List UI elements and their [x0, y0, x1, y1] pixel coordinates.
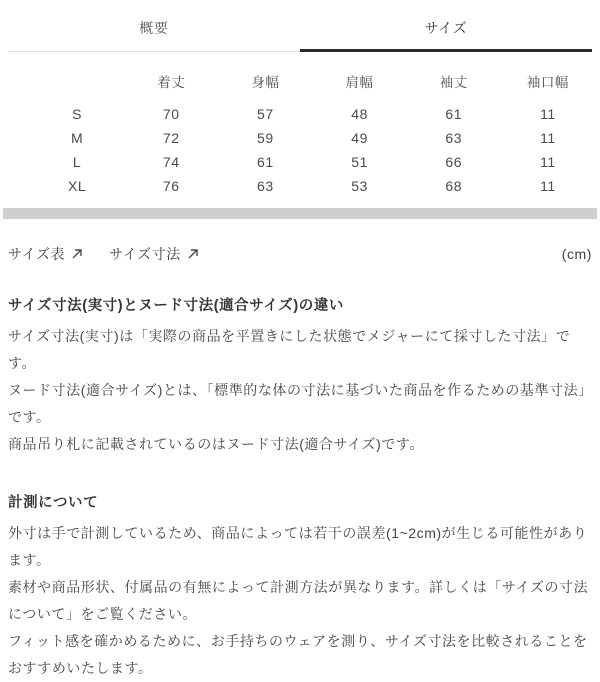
column-header-body-width: 身幅 — [251, 75, 280, 90]
info-sections — [8, 294, 592, 682]
cell-value: 53 — [351, 178, 368, 194]
cell-value: 66 — [445, 154, 463, 170]
cell-value: 63 — [257, 178, 274, 194]
section-paragraph: サイズ寸法(実寸)は「実際の商品を平置きにした状態でメジャーにて採寸した寸法」です。 — [8, 328, 571, 371]
cell-value: 72 — [162, 130, 180, 146]
cell-value: 68 — [445, 178, 463, 194]
row-size-label: M — [70, 130, 84, 146]
cell-value: 48 — [351, 106, 368, 122]
size-table — [30, 74, 595, 198]
section-measurement — [8, 491, 592, 682]
size-table-corner-cell — [30, 74, 124, 92]
cell-value: 57 — [257, 106, 274, 122]
tab-bar — [8, 0, 592, 52]
section-paragraph: フィット感を確かめるために、お手持ちのウェアを測り、サイズ寸法を比較されることをおすすめいたします。 — [8, 633, 588, 676]
cell-value: 61 — [445, 106, 463, 122]
column-header-sleeve-length: 袖丈 — [439, 75, 468, 90]
tab-size[interactable]: サイズ — [300, 18, 592, 52]
size-chart-link-label: サイズ表 — [8, 246, 66, 262]
section-paragraph: 商品吊り札に記載されているのはヌード寸法(適合サイズ)です。 — [8, 436, 424, 452]
cell-value: 63 — [445, 130, 463, 146]
external-link-icon — [187, 248, 199, 260]
table-row — [30, 150, 595, 174]
tab-overview[interactable]: 概要 — [8, 18, 300, 52]
section-size-vs-nude — [8, 294, 592, 458]
cell-value: 49 — [351, 130, 368, 146]
cell-value: 70 — [162, 106, 180, 122]
section-paragraph: 外寸は手で計測しているため、商品によっては若干の誤差(1~2cm)が生じる可能性があります。 — [8, 525, 588, 568]
cell-value: 11 — [540, 178, 556, 194]
table-row — [30, 102, 595, 126]
size-links-row — [8, 244, 592, 264]
size-measurement-link[interactable] — [109, 244, 199, 264]
cell-value: 61 — [257, 154, 274, 170]
section-heading: 計測について — [8, 495, 99, 511]
cell-value: 11 — [540, 106, 556, 122]
external-link-icon — [71, 248, 83, 260]
column-header-length: 着丈 — [157, 75, 186, 90]
size-chart-link[interactable] — [8, 244, 83, 264]
size-table-header-row — [30, 74, 595, 92]
cell-value: 11 — [540, 130, 556, 146]
unit-label: (cm) — [561, 246, 592, 262]
section-paragraph: 素材や商品形状、付属品の有無によって計測方法が異なります。詳しくは「サイズの寸法について」をご覧ください。 — [8, 579, 589, 622]
column-header-cuff-width: 袖口幅 — [526, 75, 569, 90]
cell-value: 11 — [540, 154, 556, 170]
cell-value: 74 — [162, 154, 180, 170]
size-measurement-link-label: サイズ寸法 — [109, 246, 181, 262]
row-size-label: L — [72, 154, 82, 170]
row-size-label: XL — [67, 178, 87, 194]
table-row — [30, 174, 595, 198]
cell-value: 51 — [351, 154, 368, 170]
cell-value: 59 — [257, 130, 274, 146]
column-header-shoulder-width: 肩幅 — [345, 75, 374, 90]
section-heading: サイズ寸法(実寸)とヌード寸法(適合サイズ)の違い — [8, 298, 344, 314]
section-paragraph: ヌード寸法(適合サイズ)とは、「標準的な体の寸法に基づいた商品を作るための基準寸法」です。 — [8, 382, 586, 425]
horizontal-scrollbar-thumb[interactable] — [3, 208, 597, 219]
row-size-label: S — [72, 106, 83, 122]
cell-value: 76 — [162, 178, 180, 194]
table-row — [30, 126, 595, 150]
horizontal-scrollbar[interactable] — [3, 208, 597, 219]
